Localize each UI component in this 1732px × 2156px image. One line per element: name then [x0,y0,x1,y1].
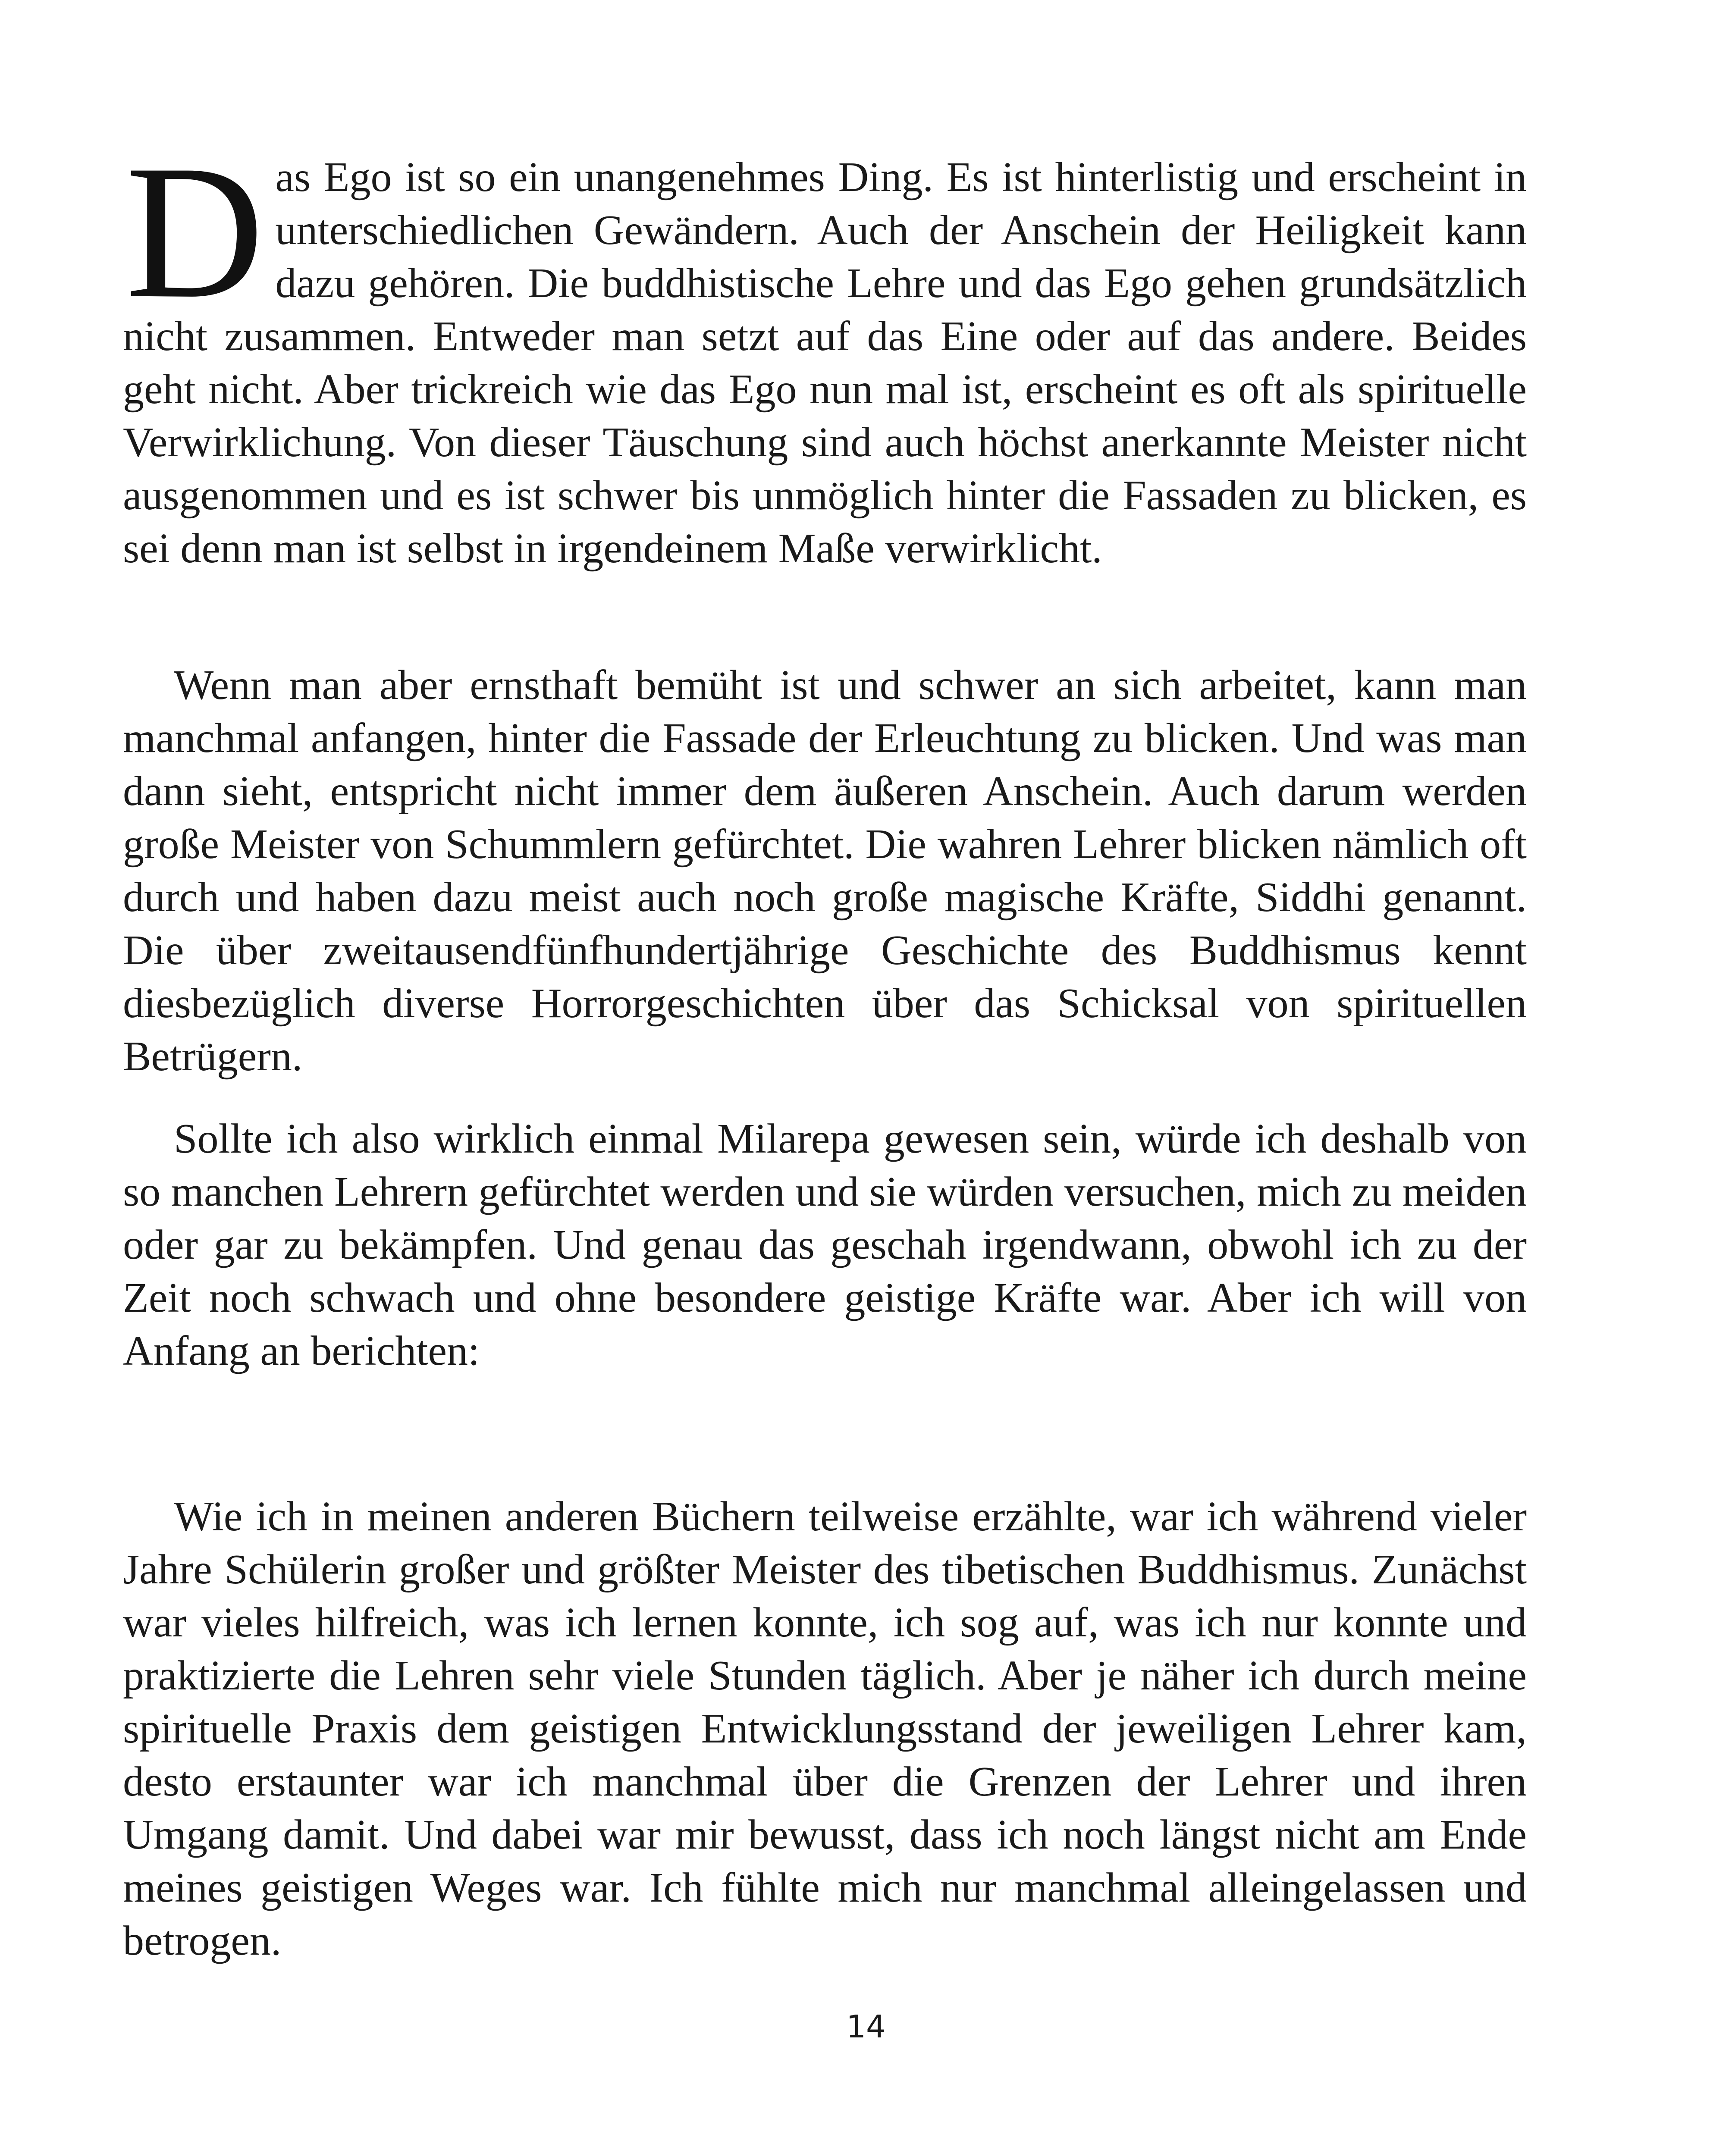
paragraph-1 [123,125,1527,575]
paragraph-2 [123,659,1527,1083]
paragraph-1-body [123,125,1527,575]
paragraph-3 [123,1112,1527,1378]
paragraph-2-text: Wenn man aber ernsthaft bemüht ist und schwer an sich arbeitet, kann man manchmal anfangen, hinter die Fassade der Erleuchtung zu blicken. Und was man dann sieht, entspricht nicht immer dem äußeren Anschein. Auch darum werden große Meister von Schummlern gefürchtet. Die wahren Lehrer blicken nämlich oft durch und haben dazu meist auch noch große magische Kräfte, Siddhi genannt. Die über zweitausendfünfhundertjährige Geschichte des Buddhismus kennt diesbezüglich diverse Horrorgeschichten über das Schicksal von spirituellen Betrügern. [123,662,1527,1080]
paragraph-1-text: as Ego ist so ein unangenehmes Ding. Es ist hinterlistig und erscheint in unterschiedlichen Gewändern. Auch der Anschein der Heiligkeit kann dazu gehören. Die buddhistische Lehre und das Ego gehen grundsätzlich nicht zusammen. Entweder man setzt auf das Eine oder auf das andere. Beides geht nicht. Aber trickreich wie das Ego nun mal ist, erscheint es oft als spirituelle Verwirklichung. Von dieser Täuschung sind auch höchst anerkannte Meister nicht ausgenommen und es ist schwer bis unmöglich hinter die Fassaden zu blicken, es sei denn man ist selbst in irgendeinem Maße verwirklicht. [123,154,1527,572]
drop-cap-letter: D [126,125,264,338]
paragraph-3-text: Sollte ich also wirklich einmal Milarepa gewesen sein, würde ich deshalb von so manchen Lehrern gefürchtet werden und sie würden versuchen, mich zu meiden oder gar zu bekämpfen. Und genau das geschah irgendwann, obwohl ich zu der Zeit noch schwach und ohne besondere geistige Kräfte war. Aber ich will von Anfang an berichten: [123,1116,1527,1374]
page-number: 14 [846,2009,886,2045]
paragraph-4 [123,1490,1527,1968]
paragraph-4-text: Wie ich in meinen anderen Büchern teilweise erzählte, war ich während vieler Jahre Schülerin großer und größter Meister des tibetischen Buddhismus. Zunächst war vieles hilfreich, was ich lernen konnte, ich sog auf, was ich nur konnte und praktizierte die Lehren sehr viele Stunden täglich. Aber je näher ich durch meine spirituelle Praxis dem geistigen Entwicklungsstand der jeweiligen Lehrer kam, desto erstaunter war ich manchmal über die Grenzen der Lehrer und ihren Umgang damit. Und dabei war mir bewusst, dass ich noch längst nicht am Ende meines geistigen Weges war. Ich fühlte mich nur manchmal alleingelassen und betrogen. [123,1493,1527,1964]
